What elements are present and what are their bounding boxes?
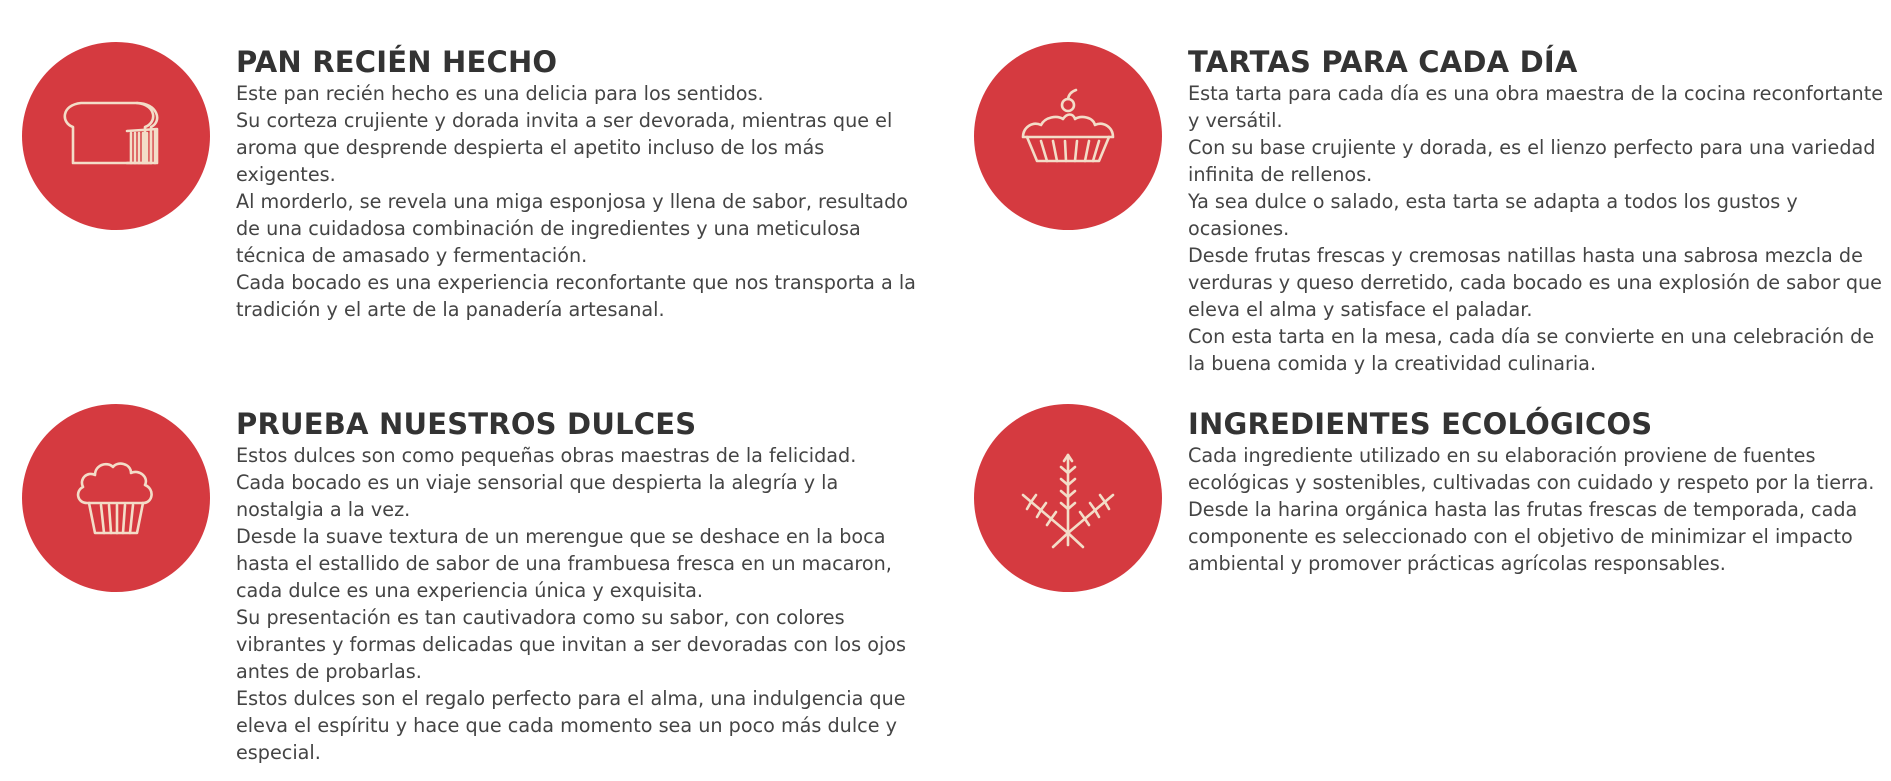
- feature-paragraph: Su corteza crujiente y dorada invita a ser devorada, mientras que el aroma que desprende despierta el apetito incluso de los más exigentes.: [236, 109, 893, 186]
- feature-paragraph: cada dulce es una experiencia única y exquisita.: [236, 579, 703, 602]
- feature-paragraph: Este pan recién hecho es una delicia para los sentidos.: [236, 82, 764, 105]
- feature-text: [236, 404, 922, 766]
- feature-ecological-ingredients: [974, 404, 1884, 592]
- feature-text: [1188, 42, 1884, 377]
- cupcake-icon-circle: [22, 404, 210, 592]
- feature-paragraph: Ya sea dulce o salado, esta tarta se adapta a todos los gustos y ocasiones.: [1188, 190, 1798, 240]
- feature-paragraph: Con su base crujiente y dorada, es el lienzo perfecto para una variedad infinita de rellenos.: [1188, 136, 1876, 186]
- feature-title: PRUEBA NUESTROS DULCES: [236, 407, 697, 441]
- feature-try-sweets: [22, 404, 922, 766]
- feature-title: TARTAS PARA CADA DÍA: [1188, 45, 1578, 79]
- feature-fresh-bread: [22, 42, 922, 323]
- feature-title: INGREDIENTES ECOLÓGICOS: [1188, 407, 1653, 441]
- bread-icon: [51, 71, 181, 201]
- feature-paragraph: Cada bocado es un viaje sensorial que despierta la alegría y la nostalgia a la vez.: [236, 471, 839, 521]
- cupcake-icon: [51, 433, 181, 563]
- bread-icon-circle: [22, 42, 210, 230]
- feature-paragraph: Al morderlo, se revela una miga esponjosa y llena de sabor, resultado de una cuidadosa combinación de ingredientes y una meticulosa técnica de amasado y fermentación.: [236, 190, 908, 267]
- feature-daily-pies: [974, 42, 1884, 377]
- feature-paragraph: Su presentación es tan cautivadora como su sabor, con colores vibrantes y formas delicadas que invitan a ser devoradas con los ojos antes de probarlas.: [236, 606, 907, 683]
- feature-paragraph: Estos dulces son como pequeñas obras maestras de la felicidad.: [236, 444, 857, 467]
- feature-paragraph: Desde la suave textura de un merengue que se deshace en la boca hasta el estallido de sabor de una frambuesa fresca en un macaron,: [236, 525, 892, 575]
- wheat-icon: [1003, 433, 1133, 563]
- feature-paragraph: Cada ingrediente utilizado en su elaboración proviene de fuentes ecológicas y sostenibles, cultivadas con cuidado y respeto por la tierra.: [1188, 444, 1875, 494]
- feature-paragraph: Esta tarta para cada día es una obra maestra de la cocina reconfortante y versátil.: [1188, 82, 1884, 132]
- feature-title: PAN RECIÉN HECHO: [236, 45, 558, 79]
- feature-paragraph: Cada bocado es una experiencia reconfortante que nos transporta a la tradición y el arte de la panadería artesanal.: [236, 271, 916, 321]
- feature-text: [1188, 404, 1884, 577]
- feature-paragraph: Desde la harina orgánica hasta las frutas frescas de temporada, cada componente es seleccionado con el objetivo de minimizar el impacto ambiental y promover prácticas agrícolas responsables.: [1188, 498, 1858, 575]
- wheat-icon-circle: [974, 404, 1162, 592]
- feature-paragraph: Estos dulces son el regalo perfecto para el alma, una indulgencia que eleva el espíritu y hace que cada momento sea un poco más dulce y especial.: [236, 687, 906, 764]
- pie-icon: [1003, 71, 1133, 201]
- feature-paragraph: Con esta tarta en la mesa, cada día se convierte en una celebración de la buena comida y la creatividad culinaria.: [1188, 325, 1875, 375]
- pie-icon-circle: [974, 42, 1162, 230]
- feature-text: [236, 42, 922, 323]
- feature-paragraph: Desde frutas frescas y cremosas natillas hasta una sabrosa mezcla de verduras y queso derretido, cada bocado es una explosión de sabor que eleva el alma y satisface el paladar.: [1188, 244, 1882, 321]
